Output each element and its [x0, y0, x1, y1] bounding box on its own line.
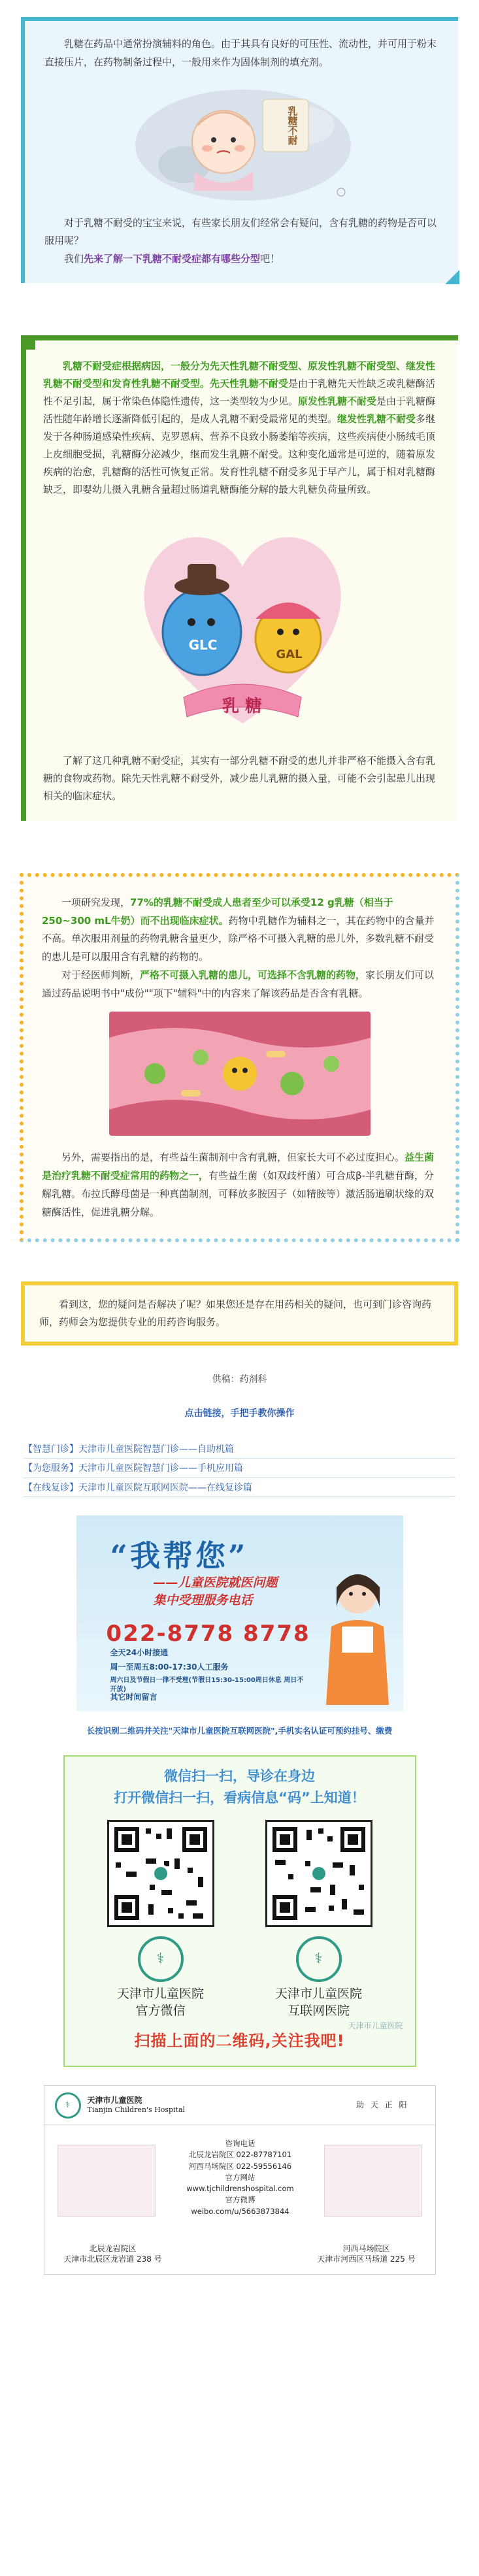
hotline-banner[interactable]: [76, 1515, 403, 1711]
long-press-instruction: 长按识别二维码并关注"天津市儿童医院互联网医院",手机实名认证可预约挂号、缴费: [86, 1726, 393, 1736]
qr-footer: 扫描上面的二维码,关注我吧!: [134, 2031, 345, 2050]
question-paragraph: 对于乳糖不耐受的宝宝来说，有些家长朋友们经常会有疑问，含有乳糖的药物是否可以服用呢？: [44, 216, 437, 247]
supply-credit: 供稿：药剂科: [212, 1374, 267, 1385]
qr-official-label: 天津市儿童医院 官方微信: [116, 1987, 204, 2019]
lactose-caption: 乳 糖: [222, 696, 263, 716]
hotline-phone: 022-8778 8778: [106, 1621, 310, 1647]
tutorial-link[interactable]: 点击链接，手把手教你操作: [184, 1408, 295, 1419]
card-contact: 咨询电话 北辰龙岩院区 022-87787101 河西马场院区 022-59556146 官方网站 www.tjchildrenshospital.com 官方微博 weibo.com/u/5663873844: [186, 2139, 294, 2216]
hotline-title: “我帮您”: [110, 1538, 248, 1574]
research-section: [20, 873, 459, 1243]
intro-section: [21, 17, 458, 283]
lead-highlight: 先来了解一下乳糖不耐受症都有哪些分型: [84, 253, 261, 265]
qr-code-official[interactable]: [107, 1820, 214, 1927]
qr-internet-hospital[interactable]: [257, 1820, 381, 2019]
qr-row: [75, 1820, 405, 2019]
watermark: 天津市儿童医院: [348, 2021, 403, 2030]
hospital-logo-icon: ⚕: [138, 1936, 184, 1982]
hotline-hours-2: 周一至周五8:00-17:30人工服务: [110, 1662, 229, 1672]
qr-section: [63, 1755, 416, 2067]
types-paragraph: 乳糖不耐受症根据病因，一般分为先天性乳糖不耐受型、原发性乳糖不耐受型、继发性乳糖不耐受型和发育性乳糖不耐受型。先天性乳糖不耐受是由于乳糖先天性缺乏或乳糖酶活性不足引起，属于常染色体隐性遗传，这一类型较为少见。原发性乳糖不耐受是由于乳糖酶活性随年龄增长逐渐降低引起的，是成人乳糖不耐受最常见的类型。继发性乳糖不耐受多继发于各种肠道感染性疾病、克罗恩病、营养不良致小肠萎缩等疾病，这些疾病使小肠绒毛顶上皮细胞受损，乳糖酶分泌减少，继而发生乳糖不耐受。这种变化通常是可逆的，随着原发疾病的治愈，乳糖酶的活性可恢复正常。发育性乳糖不耐受多见于早产儿，属于相对乳糖酶缺乏，即婴幼儿摄入乳糖含量超过肠道乳糖酶能分解的最大乳糖负荷量所致。: [43, 359, 436, 495]
hospital-logo-icon: ⚕: [55, 2092, 81, 2119]
hospital-logo-icon: ⚕: [296, 1936, 342, 1982]
qr-heading: 微信扫一扫，导诊在身边 打开微信扫一扫，看病信息“码”上知道！: [114, 1768, 365, 1806]
lactose-illustration: [125, 508, 360, 743]
bottom-spacer: [0, 2275, 479, 2301]
qr-official-wechat[interactable]: [99, 1820, 223, 2019]
intro-paragraph: 乳糖在药品中通常扮演辅料的角色。由于其具有良好的可压性、流动性，并可用于粉末直接压片，在药物制备过程中，一般用来作为固体制剂的填充剂。: [44, 38, 437, 68]
research-paragraph: 一项研究发现，77%的乳糖不耐受成人患者至少可以承受12 g乳糖（相当于250~300 mL牛奶）而不出现临床症状。药物中乳糖作为辅料之一，其在药物中的含量并不高。单次服用剂量的药物乳糖含量更少，除严格不可摄入乳糖的患儿外，多数乳糖不耐受的患儿是可以服用含有乳糖的药物的。: [42, 896, 435, 963]
link-smart-clinic-kiosk[interactable]: 【智慧门诊】天津市儿童医院智慧门诊——自助机篇: [24, 1442, 455, 1459]
operator-illustration: [312, 1561, 397, 1705]
article-page: [0, 17, 479, 2301]
gut-bacteria-illustration: [109, 1012, 371, 1136]
address-hexi: 河西马场院区 天津市河西区马场道 225 号: [317, 2243, 416, 2264]
gal-label: GAL: [276, 647, 303, 661]
link-online-revisit[interactable]: 【在线复诊】天津市儿童医院互联网医院——在线复诊篇: [24, 1481, 455, 1497]
hotline-subtitle: ——儿童医院就医问题 集中受理服务电话: [153, 1576, 278, 1608]
probiotic-paragraph: 另外，需要指出的是，有些益生菌制剂中含有乳糖，但家长大可不必过度担心。益生菌是治疗乳糖不耐受症常用的药物之一，有些益生菌（如双歧杆菌）可合成β-半乳糖苷酶，分解乳糖。布拉氏酵母菌是一种真菌制剂，可释放多胺因子（如精胺等）激活肠道刷状缘的双糖酶活性，促进乳糖分解。: [42, 1151, 435, 1218]
lead-paragraph: 我们先来了解一下乳糖不耐受症都有哪些分型吧！: [64, 253, 280, 265]
qr-code-internet[interactable]: [265, 1820, 372, 1927]
link-smart-clinic-app[interactable]: 【为您服务】天津市儿童医院智慧门诊——手机应用篇: [24, 1461, 455, 1478]
hotline-hours-3: 周六日及节假日一律不受理(节假日15:30-15:00周日休息 周日不开放): [110, 1677, 304, 1694]
hotline-hours-4: 其它时间留言: [110, 1693, 157, 1702]
hospital-name: 天津市儿童医院 Tianjin Children's Hospital: [87, 2095, 186, 2115]
map-right-icon: [324, 2145, 422, 2217]
advice-paragraph: 对于经医师判断，严格不可摄入乳糖的患儿，可选择不含乳糖的药物，家长朋友们可以通过药品说明书中"成份""项下"辅料"中的内容来了解该药品是否含有乳糖。: [42, 968, 435, 999]
qr-internet-label: 天津市儿童医院 互联网医院: [274, 1987, 362, 2019]
glc-label: GLC: [188, 636, 218, 653]
map-left-icon: [58, 2145, 156, 2217]
hospital-info-card: [44, 2085, 436, 2275]
hotline-hours-1: 全天24小时接通: [110, 1648, 169, 1658]
types-conclusion: 了解了这几种乳糖不耐受症，其实有一部分乳糖不耐受的患儿并非严格不能摄入含有乳糖的食物或药物。除先天性乳糖不耐受外，减少患儿乳糖的摄入量，可能不会引起患儿出现相关的临床症状。: [43, 754, 436, 802]
consult-text: 看到这，您的疑问是否解决了呢？如果您还是存在用药相关的疑问，也可到门诊咨询药师，药师会为您提供专业的用药咨询服务。: [39, 1298, 432, 1329]
address-beichen: 北辰龙岩院区 天津市北辰区龙岩道 238 号: [63, 2243, 162, 2264]
consult-notice: [21, 1281, 458, 1346]
illus-label: 乳糖不耐: [286, 105, 299, 145]
related-links: [24, 1442, 455, 1497]
card-motto: 助 天 正 阳: [356, 2100, 409, 2110]
types-section: [21, 335, 458, 821]
baby-illustration: [132, 80, 354, 204]
